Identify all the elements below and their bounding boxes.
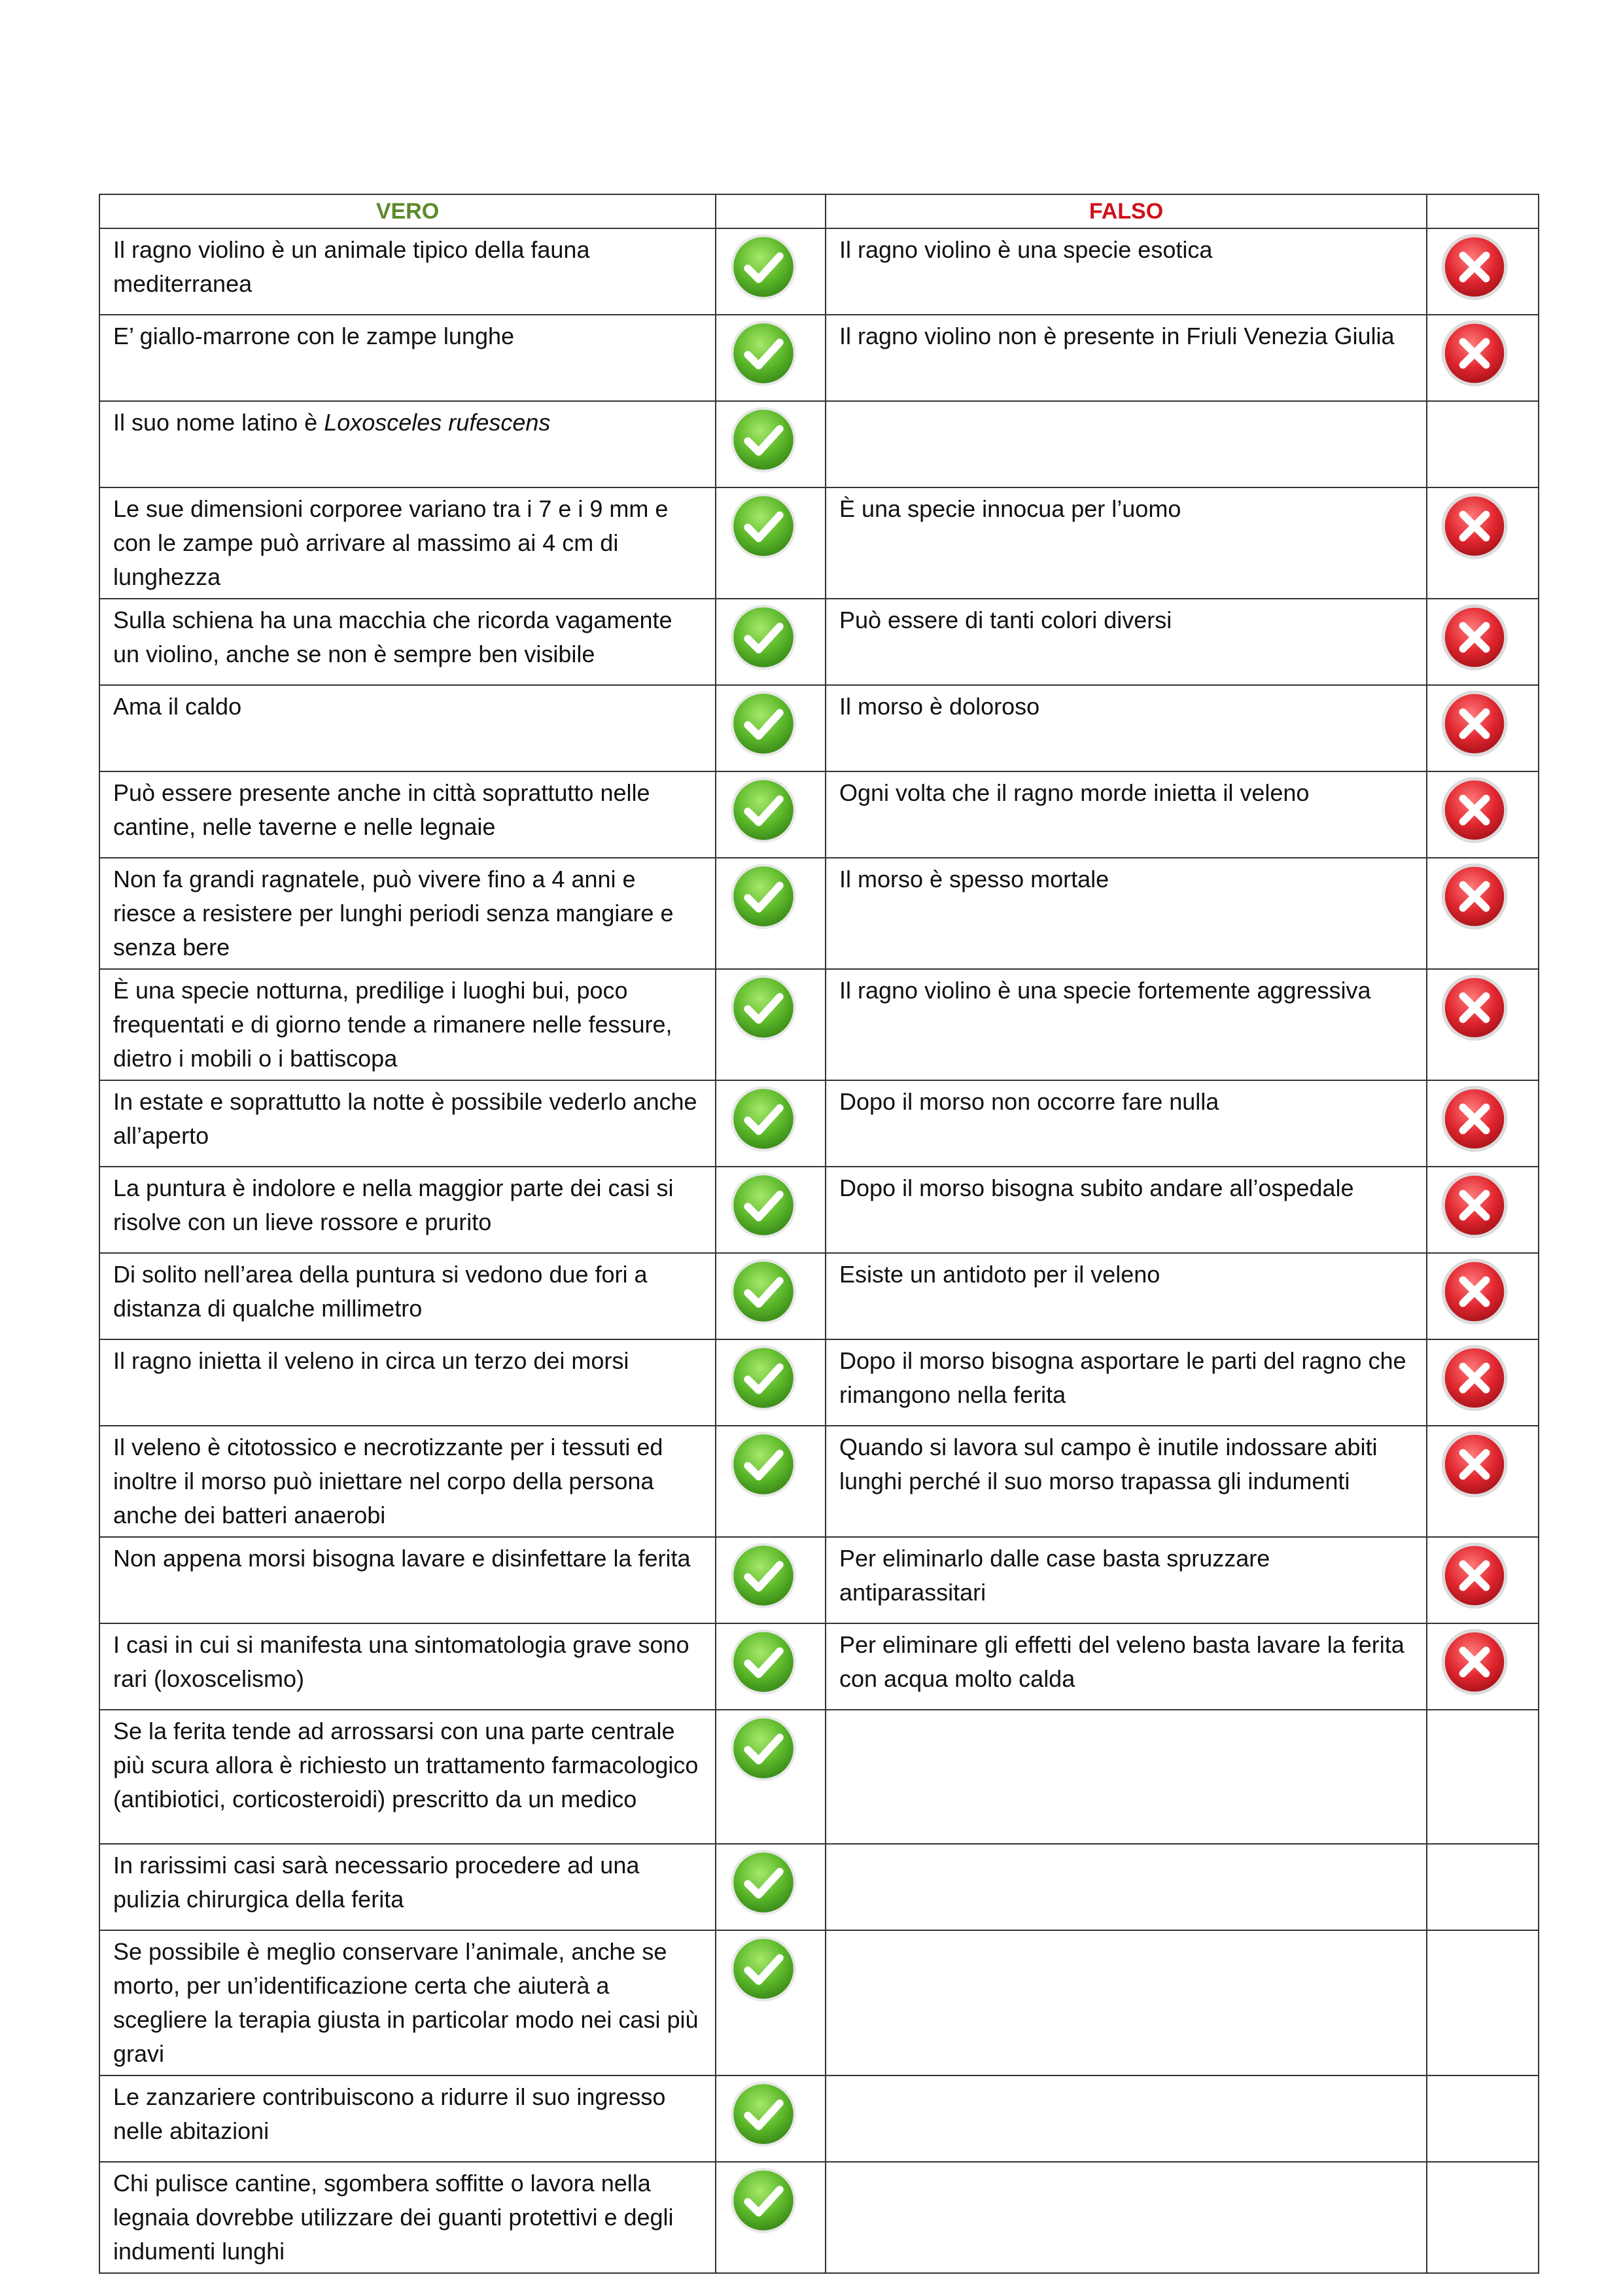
vero-statement: La puntura è indolore e nella maggior parte dei casi si risolve con un lieve rossore e prurito — [99, 1167, 716, 1253]
header-row — [99, 194, 1539, 228]
falso-statement: Ogni volta che il ragno morde inietta il veleno — [826, 771, 1427, 858]
vero-icon-cell — [716, 1167, 826, 1253]
table-row — [99, 487, 1539, 599]
check-icon — [729, 690, 797, 758]
vero-icon-cell — [716, 1930, 826, 2075]
vero-icon-cell — [716, 1537, 826, 1623]
vero-statement: Sulla schiena ha una macchia che ricorda vagamente un violino, anche se non è sempre ben visibile — [99, 599, 716, 685]
vero-statement: In estate e soprattutto la notte è possibile vederlo anche all’aperto — [99, 1080, 716, 1167]
table-row — [99, 1339, 1539, 1426]
table-row — [99, 228, 1539, 315]
falso-icon-cell — [1427, 228, 1539, 315]
vero-statement: E’ giallo-marrone con le zampe lunghe — [99, 315, 716, 401]
falso-header: FALSO — [826, 194, 1427, 228]
vero-statement: Se possibile è meglio conservare l’animale, anche se morto, per un’identificazione certa che aiuterà a scegliere la terapia giusta in particolar modo nei casi più gravi — [99, 1930, 716, 2075]
cross-icon — [1440, 1085, 1509, 1153]
table-row — [99, 771, 1539, 858]
check-icon — [729, 2080, 797, 2148]
vero-icon-cell — [716, 2162, 826, 2273]
falso-icon-cell — [1427, 1930, 1539, 2075]
falso-statement — [826, 401, 1427, 487]
vero-icon-cell — [716, 1710, 826, 1844]
check-icon — [729, 1628, 797, 1696]
falso-statement: Dopo il morso bisogna asportare le parti del ragno che rimangono nella ferita — [826, 1339, 1427, 1426]
table-row — [99, 1426, 1539, 1537]
vero-icon-cell — [716, 228, 826, 315]
falso-icon-cell — [1427, 1167, 1539, 1253]
cross-icon — [1440, 690, 1509, 758]
vero-icon-cell — [716, 1339, 826, 1426]
falso-icon-header — [1427, 194, 1539, 228]
table-row — [99, 2075, 1539, 2162]
cross-icon — [1440, 603, 1509, 671]
falso-icon-cell — [1427, 969, 1539, 1080]
vero-icon-cell — [716, 1426, 826, 1537]
vero-icon-cell — [716, 599, 826, 685]
vero-statement: I casi in cui si manifesta una sintomatologia grave sono rari (loxoscelismo) — [99, 1623, 716, 1710]
cross-icon — [1440, 319, 1509, 387]
vero-icon-cell — [716, 858, 826, 969]
falso-statement — [826, 2162, 1427, 2273]
check-icon — [729, 1714, 797, 1782]
falso-icon-cell — [1427, 599, 1539, 685]
falso-statement: Il ragno violino è una specie fortemente aggressiva — [826, 969, 1427, 1080]
vero-icon-cell — [716, 315, 826, 401]
vero-icon-cell — [716, 771, 826, 858]
check-icon — [729, 492, 797, 560]
table-row — [99, 315, 1539, 401]
vero-statement: In rarissimi casi sarà necessario procedere ad una pulizia chirurgica della ferita — [99, 1844, 716, 1930]
check-icon — [729, 1258, 797, 1326]
cross-icon — [1440, 1171, 1509, 1239]
vero-statement: Non appena morsi bisogna lavare e disinfettare la ferita — [99, 1537, 716, 1623]
falso-icon-cell — [1427, 487, 1539, 599]
vero-icon-cell — [716, 1253, 826, 1339]
table-row — [99, 1167, 1539, 1253]
vero-icon-cell — [716, 2075, 826, 2162]
cross-icon — [1440, 492, 1509, 560]
vero-statement: Di solito nell’area della puntura si vedono due fori a distanza di qualche millimetro — [99, 1253, 716, 1339]
vero-statement: È una specie notturna, predilige i luoghi bui, poco frequentati e di giorno tende a rimanere nelle fessure, dietro i mobili o i battiscopa — [99, 969, 716, 1080]
cross-icon — [1440, 1430, 1509, 1498]
check-icon — [729, 1935, 797, 2003]
quiz-sheet — [99, 194, 1538, 2274]
falso-icon-cell — [1427, 1080, 1539, 1167]
vero-icon-cell — [716, 487, 826, 599]
vero-icon-cell — [716, 1080, 826, 1167]
table-row — [99, 1844, 1539, 1930]
falso-icon-cell — [1427, 1339, 1539, 1426]
check-icon — [729, 974, 797, 1042]
cross-icon — [1440, 1542, 1509, 1610]
vero-statement: Se la ferita tende ad arrossarsi con una parte centrale più scura allora è richiesto un trattamento farmacologico (antibiotici, corticosteroidi) prescritto da un medico — [99, 1710, 716, 1844]
vero-icon-cell — [716, 1623, 826, 1710]
check-icon — [729, 2166, 797, 2234]
cross-icon — [1440, 1258, 1509, 1326]
falso-statement — [826, 1930, 1427, 2075]
vero-icon-cell — [716, 685, 826, 771]
table-row — [99, 599, 1539, 685]
vero-statement-text: Il suo nome latino è — [113, 409, 324, 436]
cross-icon — [1440, 974, 1509, 1042]
falso-statement: Dopo il morso bisogna subito andare all’ospedale — [826, 1167, 1427, 1253]
falso-icon-cell — [1427, 1253, 1539, 1339]
vero-statement: Le zanzariere contribuiscono a ridurre il suo ingresso nelle abitazioni — [99, 2075, 716, 2162]
falso-statement — [826, 1844, 1427, 1930]
table-row — [99, 969, 1539, 1080]
falso-statement: Il ragno violino è una specie esotica — [826, 228, 1427, 315]
falso-icon-cell — [1427, 1844, 1539, 1930]
falso-icon-cell — [1427, 858, 1539, 969]
vero-icon-cell — [716, 401, 826, 487]
check-icon — [729, 406, 797, 474]
falso-icon-cell — [1427, 2162, 1539, 2273]
falso-statement — [826, 2075, 1427, 2162]
falso-statement: Il ragno violino non è presente in Friuli Venezia Giulia — [826, 315, 1427, 401]
falso-icon-cell — [1427, 685, 1539, 771]
falso-icon-cell — [1427, 1623, 1539, 1710]
falso-statement: Per eliminarlo dalle case basta spruzzare antiparassitari — [826, 1537, 1427, 1623]
check-icon — [729, 1344, 797, 1412]
falso-icon-cell — [1427, 315, 1539, 401]
vero-header: VERO — [99, 194, 716, 228]
table-row — [99, 1537, 1539, 1623]
falso-icon-cell — [1427, 771, 1539, 858]
check-icon — [729, 1542, 797, 1610]
check-icon — [729, 603, 797, 671]
vero-statement: Chi pulisce cantine, sgombera soffitte o lavora nella legnaia dovrebbe utilizzare dei guanti protettivi e degli indumenti lunghi — [99, 2162, 716, 2273]
check-icon — [729, 862, 797, 930]
table-row — [99, 1080, 1539, 1167]
check-icon — [729, 233, 797, 301]
vero-statement: Il ragno violino è un animale tipico della fauna mediterranea — [99, 228, 716, 315]
table-row — [99, 2162, 1539, 2273]
falso-icon-cell — [1427, 1426, 1539, 1537]
table-row — [99, 401, 1539, 487]
check-icon — [729, 1430, 797, 1498]
falso-statement: Il morso è spesso mortale — [826, 858, 1427, 969]
true-false-table — [99, 194, 1539, 2274]
falso-statement: Può essere di tanti colori diversi — [826, 599, 1427, 685]
falso-icon-cell — [1427, 401, 1539, 487]
check-icon — [729, 1085, 797, 1153]
falso-statement: Esiste un antidoto per il veleno — [826, 1253, 1427, 1339]
vero-statement — [99, 401, 716, 487]
vero-statement: Il ragno inietta il veleno in circa un terzo dei morsi — [99, 1339, 716, 1426]
table-row — [99, 1623, 1539, 1710]
vero-statement: Le sue dimensioni corporee variano tra i 7 e i 9 mm e con le zampe può arrivare al massimo ai 4 cm di lunghezza — [99, 487, 716, 599]
check-icon — [729, 776, 797, 844]
falso-statement: Il morso è doloroso — [826, 685, 1427, 771]
check-icon — [729, 1848, 797, 1916]
check-icon — [729, 319, 797, 387]
falso-statement: Per eliminare gli effetti del veleno basta lavare la ferita con acqua molto calda — [826, 1623, 1427, 1710]
falso-icon-cell — [1427, 1710, 1539, 1844]
cross-icon — [1440, 1344, 1509, 1412]
falso-statement: Dopo il morso non occorre fare nulla — [826, 1080, 1427, 1167]
vero-statement: Il veleno è citotossico e necrotizzante per i tessuti ed inoltre il morso può iniettare nel corpo della persona anche dei batteri anaerobi — [99, 1426, 716, 1537]
cross-icon — [1440, 862, 1509, 930]
falso-statement — [826, 1710, 1427, 1844]
table-row — [99, 1930, 1539, 2075]
vero-icon-cell — [716, 1844, 826, 1930]
cross-icon — [1440, 233, 1509, 301]
table-row — [99, 1710, 1539, 1844]
table-row — [99, 1253, 1539, 1339]
falso-statement: È una specie innocua per l’uomo — [826, 487, 1427, 599]
table-row — [99, 685, 1539, 771]
vero-statement: Non fa grandi ragnatele, può vivere fino a 4 anni e riesce a resistere per lunghi periodi senza mangiare e senza bere — [99, 858, 716, 969]
vero-icon-cell — [716, 969, 826, 1080]
falso-icon-cell — [1427, 1537, 1539, 1623]
cross-icon — [1440, 1628, 1509, 1696]
falso-icon-cell — [1427, 2075, 1539, 2162]
vero-statement: Può essere presente anche in città soprattutto nelle cantine, nelle taverne e nelle legnaie — [99, 771, 716, 858]
falso-statement: Quando si lavora sul campo è inutile indossare abiti lunghi perché il suo morso trapassa gli indumenti — [826, 1426, 1427, 1537]
check-icon — [729, 1171, 797, 1239]
latin-name: Loxosceles rufescens — [324, 409, 551, 436]
vero-icon-header — [716, 194, 826, 228]
vero-statement: Ama il caldo — [99, 685, 716, 771]
cross-icon — [1440, 776, 1509, 844]
table-row — [99, 858, 1539, 969]
